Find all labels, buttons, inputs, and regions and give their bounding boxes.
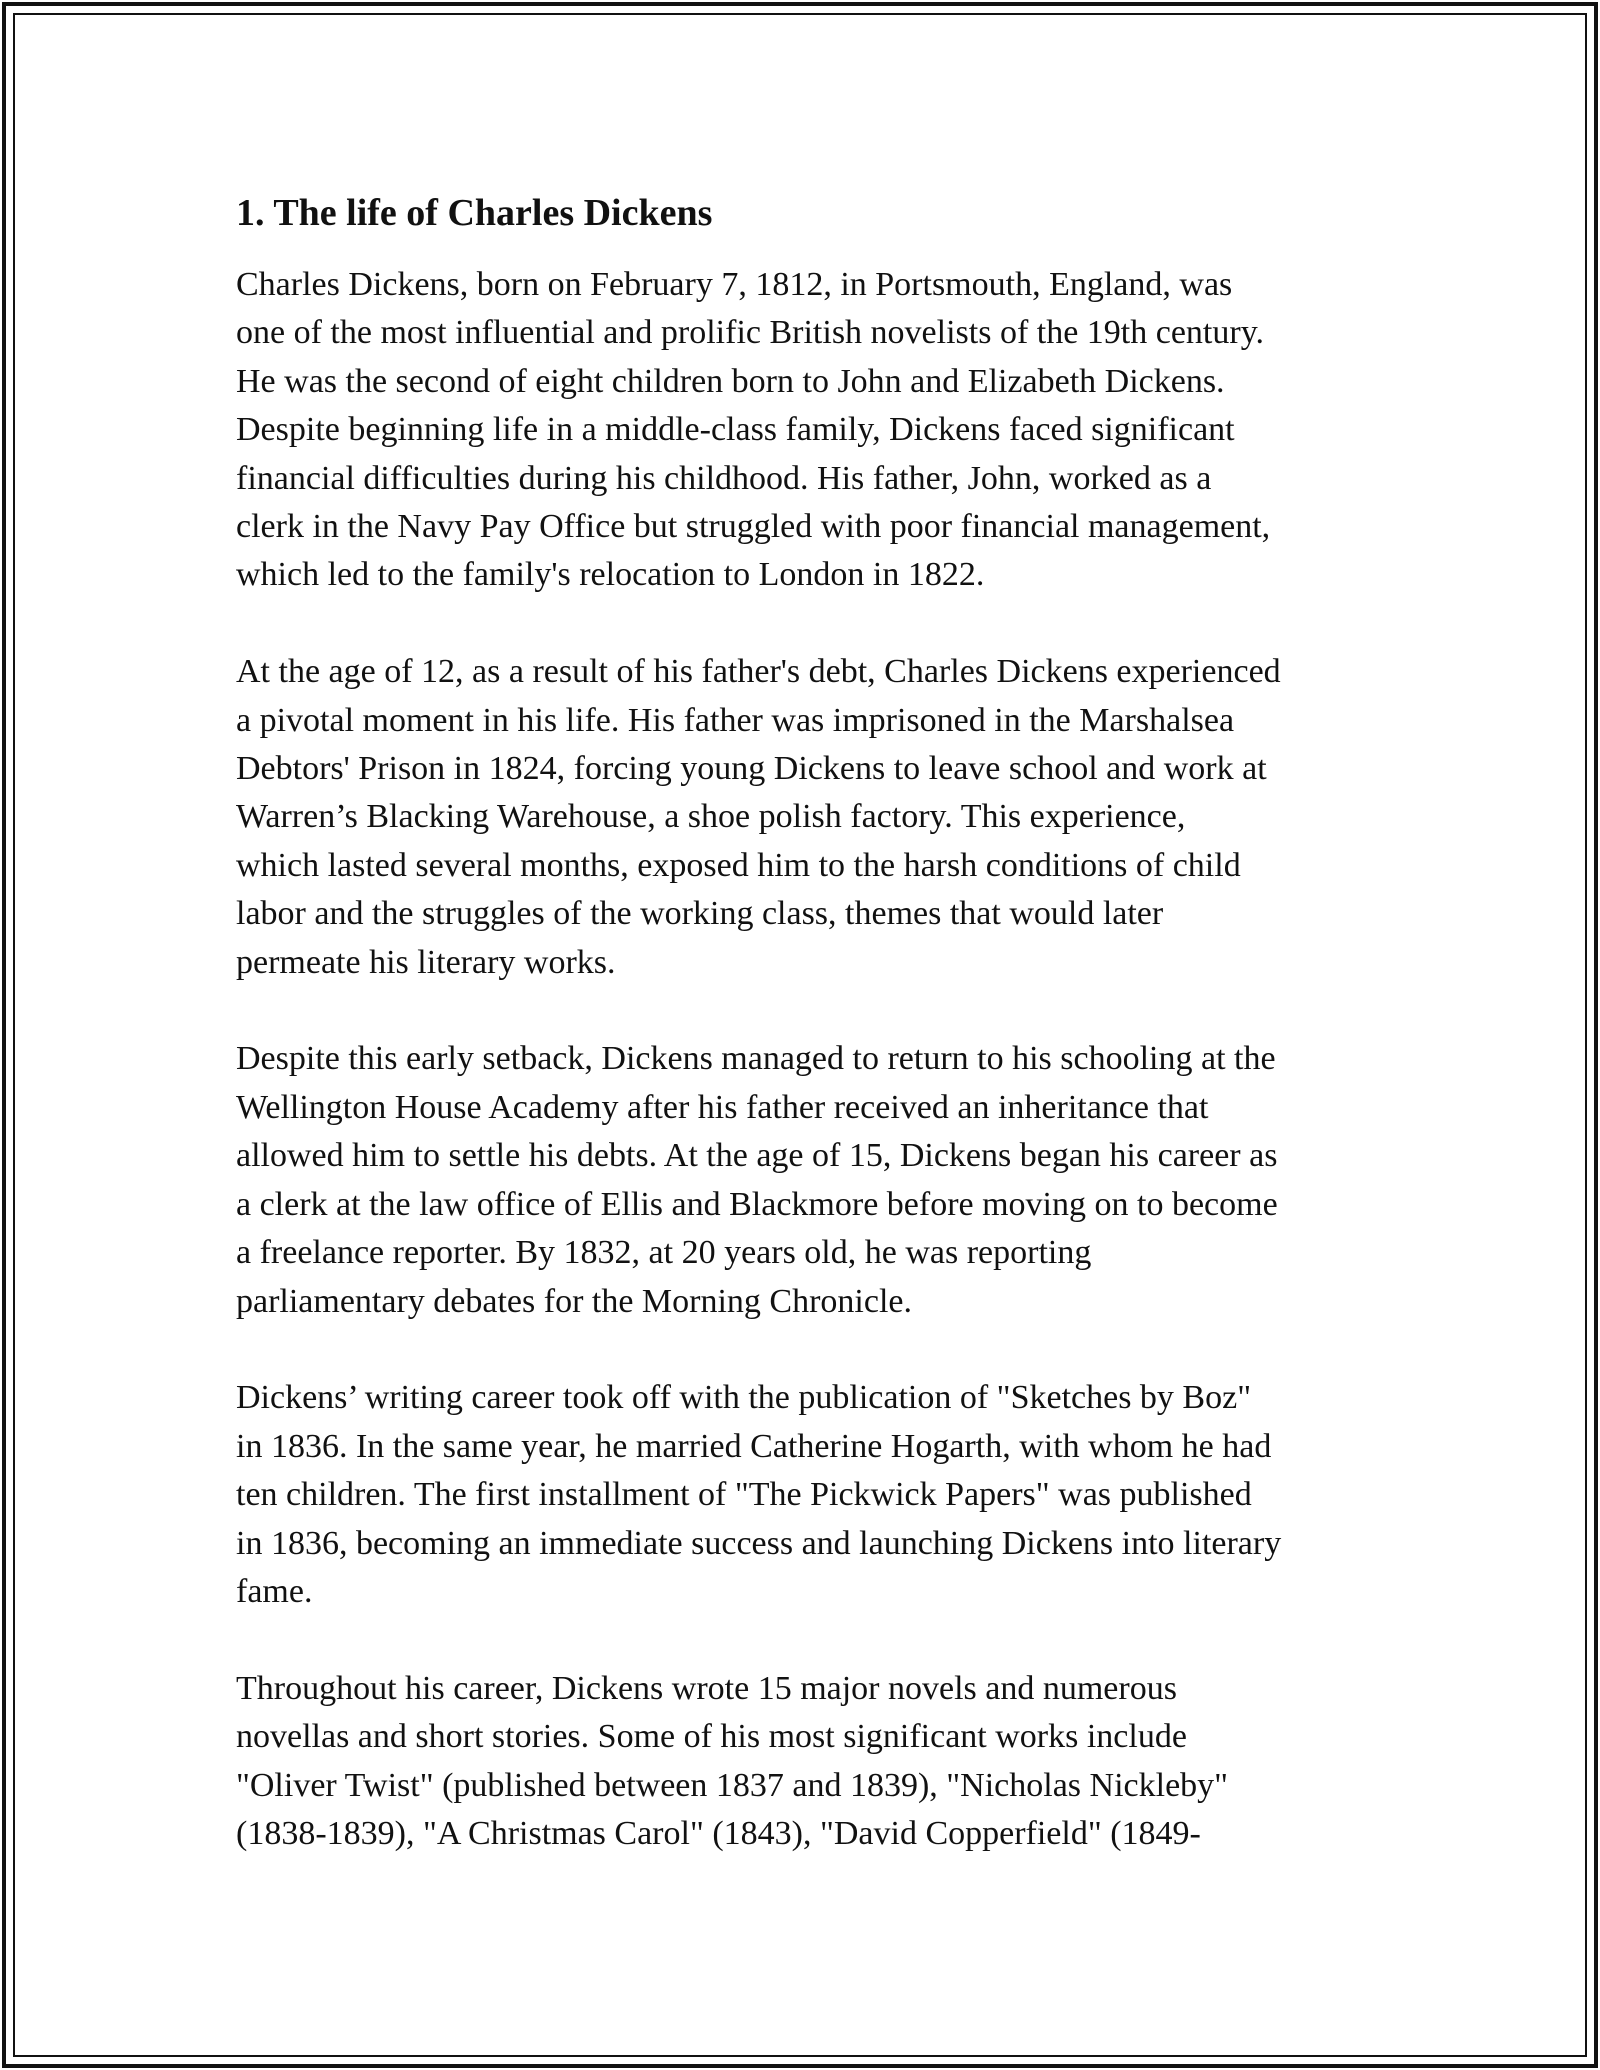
text-line: allowed him to settle his debts. At the age of 15, Dickens began his career as	[236, 1137, 1278, 1175]
text-line: a pivotal moment in his life. His father was imprisoned in the Marshalsea	[236, 701, 1235, 739]
paragraph-major-works	[236, 1665, 1376, 1859]
paragraph-schooling-career	[236, 1035, 1376, 1325]
paragraph-early-life	[236, 261, 1376, 600]
text-line: He was the second of eight children born to John and Elizabeth Dickens.	[236, 362, 1225, 400]
text-line: fame.	[236, 1572, 313, 1610]
text-line: parliamentary debates for the Morning Chronicle.	[236, 1282, 912, 1320]
text-line: in 1836, becoming an immediate success and launching Dickens into literary	[236, 1524, 1282, 1562]
text-line: ten children. The first installment of "The Pickwick Papers" was published	[236, 1476, 1252, 1514]
text-line: which led to the family's relocation to London in 1822.	[236, 556, 985, 594]
text-line: Debtors' Prison in 1824, forcing young Dickens to leave school and work at	[236, 750, 1267, 788]
text-line: financial difficulties during his childhood. His father, John, worked as a	[236, 459, 1212, 497]
text-line: (1838-1839), "A Christmas Carol" (1843), "David Copperfield" (1849-	[236, 1814, 1201, 1852]
text-line: a freelance reporter. By 1832, at 20 years old, he was reporting	[236, 1234, 1092, 1272]
text-line: in 1836. In the same year, he married Catherine Hogarth, with whom he had	[236, 1427, 1272, 1465]
text-line: novellas and short stories. Some of his most significant works include	[236, 1718, 1187, 1756]
text-line: Throughout his career, Dickens wrote 15 major novels and numerous	[236, 1669, 1177, 1707]
text-line: one of the most influential and prolific British novelists of the 19th century.	[236, 314, 1264, 352]
paragraph-writing-career	[236, 1374, 1376, 1616]
text-line: Despite beginning life in a middle-class family, Dickens faced significant	[236, 411, 1235, 449]
section-heading: 1. The life of Charles Dickens	[236, 192, 713, 234]
text-line: Charles Dickens, born on February 7, 1812, in Portsmouth, England, was	[236, 266, 1233, 303]
text-line: permeate his literary works.	[236, 943, 616, 981]
text-line: Wellington House Academy after his father received an inheritance that	[236, 1088, 1209, 1126]
paragraph-childhood-labor	[236, 648, 1376, 987]
text-line: At the age of 12, as a result of his father's debt, Charles Dickens experienced	[236, 653, 1281, 691]
document-body	[236, 187, 1376, 1907]
text-line: "Oliver Twist" (published between 1837 and 1839), "Nicholas Nickleby"	[236, 1766, 1229, 1804]
text-line: labor and the struggles of the working class, themes that would later	[236, 895, 1164, 933]
text-line: Dickens’ writing career took off with the publication of "Sketches by Boz"	[236, 1379, 1252, 1417]
text-line: Despite this early setback, Dickens managed to return to his schooling at the	[236, 1040, 1276, 1078]
text-line: which lasted several months, exposed him to the harsh conditions of child	[236, 846, 1241, 884]
text-line: a clerk at the law office of Ellis and Blackmore before moving on to become	[236, 1185, 1278, 1223]
text-line: Warren’s Blacking Warehouse, a shoe polish factory. This experience,	[236, 798, 1186, 836]
text-line: clerk in the Navy Pay Office but struggled with poor financial management,	[236, 508, 1271, 546]
